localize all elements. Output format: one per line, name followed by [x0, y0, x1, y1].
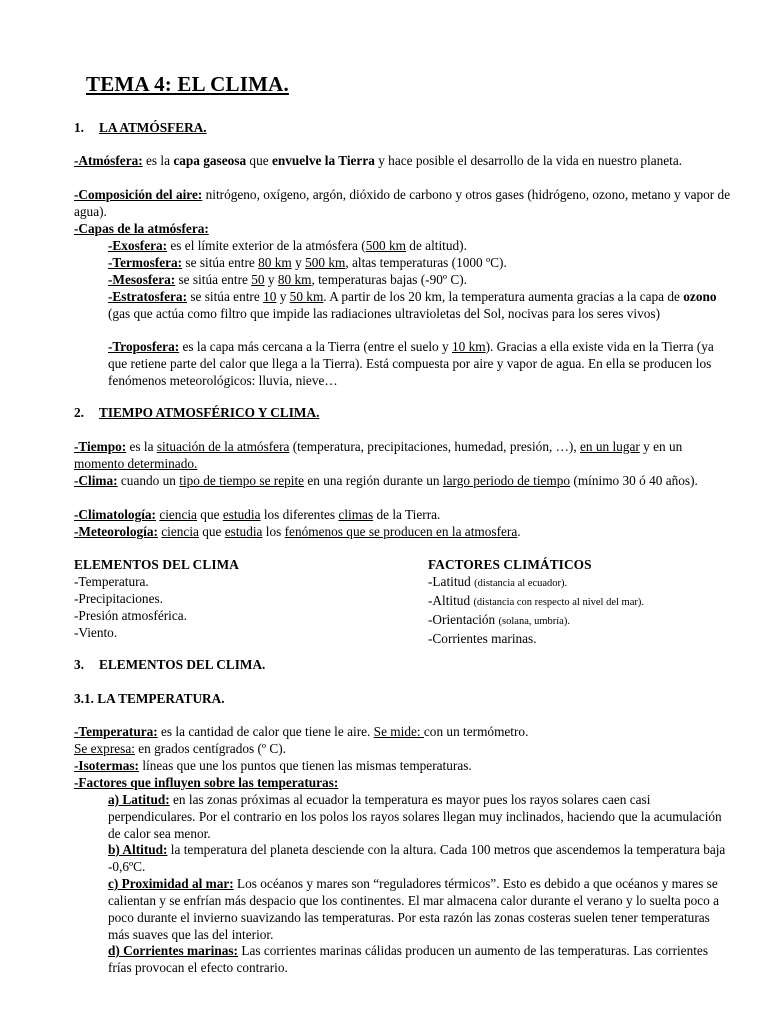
list-item: -Presión atmosférica. — [74, 607, 187, 623]
list-item: -Altitud (distancia con respecto al nivel del mar). — [428, 592, 644, 608]
term-label: -Composición del aire: — [74, 187, 203, 202]
factor-corrientes-marinas: d) Corrientes marinas: Las corrientes marinas cálidas producen un aumento de las temperaturas. Las corrientes frías provocan el efecto contrario. — [108, 943, 709, 975]
estratosfera-item: -Estratosfera: se sitúa entre 10 y 50 km. A partir de los 20 km, la temperatura aumenta gracias a la capa de ozono (gas que actúa como filtro que impide las radiaciones ultravioletas del Sol, nocivas para los seres vivos) — [108, 289, 717, 321]
section-2-title: TIEMPO ATMOSFÉRICO Y CLIMA. — [99, 405, 320, 420]
atmosfera-definition: -Atmósfera: es la capa gaseosa que envuelve la Tierra y hace posible el desarrollo de la vida en nuestro planeta. — [74, 153, 683, 168]
se-expresa-line: Se expresa: en grados centígrados (º C). — [74, 741, 287, 756]
section-1-number: 1. — [74, 120, 84, 135]
clima-definition: -Clima: cuando un tipo de tiempo se repite en una región durante un largo periodo de tiempo (mínimo 30 ó 40 años). — [74, 473, 698, 488]
elementos-column — [74, 557, 404, 642]
factores-temperatura-heading: -Factores que influyen sobre las temperaturas: — [74, 775, 339, 790]
termosfera-item: -Termosfera: se sitúa entre 80 km y 500 km, altas temperaturas (1000 ºC). — [108, 255, 507, 270]
subsection-3-1-heading: 3.1. LA TEMPERATURA. — [74, 691, 225, 706]
isotermas-definition: -Isotermas: líneas que une los puntos que tienen las mismas temperaturas. — [74, 758, 472, 773]
capas-heading: -Capas de la atmósfera: — [74, 221, 209, 236]
section-3-title: ELEMENTOS DEL CLIMA. — [99, 657, 266, 672]
list-item: -Latitud (distancia al ecuador). — [428, 573, 568, 589]
tiempo-definition: -Tiempo: es la situación de la atmósfera (temperatura, precipitaciones, humedad, presión, …), en un lugar y en un momento determinado. — [74, 439, 683, 471]
section-3-number: 3. — [74, 657, 84, 672]
section-3-heading — [74, 657, 265, 673]
mesosfera-item: -Mesosfera: se sitúa entre 50 y 80 km, temperaturas bajas (-90º C). — [108, 272, 467, 287]
section-2-heading — [74, 405, 319, 421]
page-title: TEMA 4: EL CLIMA. — [86, 72, 289, 96]
list-item: -Precipitaciones. — [74, 590, 163, 606]
list-item: -Viento. — [74, 624, 118, 640]
term-label: -Atmósfera: — [74, 153, 143, 168]
factores-heading: FACTORES CLIMÁTICOS — [428, 557, 592, 572]
section-1-title: LA ATMÓSFERA. — [99, 120, 207, 135]
factor-altitud: b) Altitud: la temperatura del planeta desciende con la altura. Cada 100 metros que ascendemos la temperatura baja -0,6ºC. — [108, 842, 726, 874]
factor-latitud: a) Latitud: en las zonas próximas al ecuador la temperatura es mayor pues los rayos solares caen casi perpendiculares. Por el contrario en los polos los rayos solares llegan muy inclinados, haciendo que la acumulación de calor sea menor. — [108, 792, 722, 841]
factores-column — [428, 557, 728, 648]
troposfera-item: -Troposfera: es la capa más cercana a la Tierra (entre el suelo y 10 km). Gracias a ella existe vida en la Tierra (ya que retiene parte del calor que llega a la Tierra). Está compuesta por aire y vapor de agua. En ella se producen los fenómenos meteorológicos: lluvia, nieve… — [108, 339, 714, 388]
temperatura-definition: -Temperatura: es la cantidad de calor que tiene le aire. Se mide: con un termómetro. — [74, 724, 529, 739]
section-1-heading — [74, 120, 207, 136]
elementos-heading: ELEMENTOS DEL CLIMA — [74, 557, 239, 572]
section-2-number: 2. — [74, 405, 84, 420]
climatologia-definition: -Climatología: ciencia que estudia los diferentes climas de la Tierra. — [74, 507, 441, 522]
exosfera-item: -Exosfera: es el límite exterior de la atmósfera (500 km de altitud). — [108, 238, 467, 253]
meteorologia-definition: -Meteorología: ciencia que estudia los fenómenos que se producen en la atmosfera. — [74, 524, 521, 539]
list-item: -Temperatura. — [74, 573, 149, 589]
list-item: -Orientación (solana, umbría). — [428, 611, 570, 627]
factor-proximidad-mar: c) Proximidad al mar: Los océanos y mares son “reguladores térmicos”. Esto es debido a que océanos y mares se calientan y se enfrían más despacio que los continentes. El mar almacena calor durante el verano y lo suelta poco a poco durante el invierno suavizando las temperaturas. Por esta razón las zonas costeras suelen tener temperaturas más suaves que las del interior. — [108, 876, 720, 942]
list-item: -Corrientes marinas. — [428, 630, 537, 646]
composicion-definition: -Composición del aire: nitrógeno, oxígeno, argón, dióxido de carbono y otros gases (hidrógeno, ozono, metano y vapor de agua). — [74, 187, 731, 219]
